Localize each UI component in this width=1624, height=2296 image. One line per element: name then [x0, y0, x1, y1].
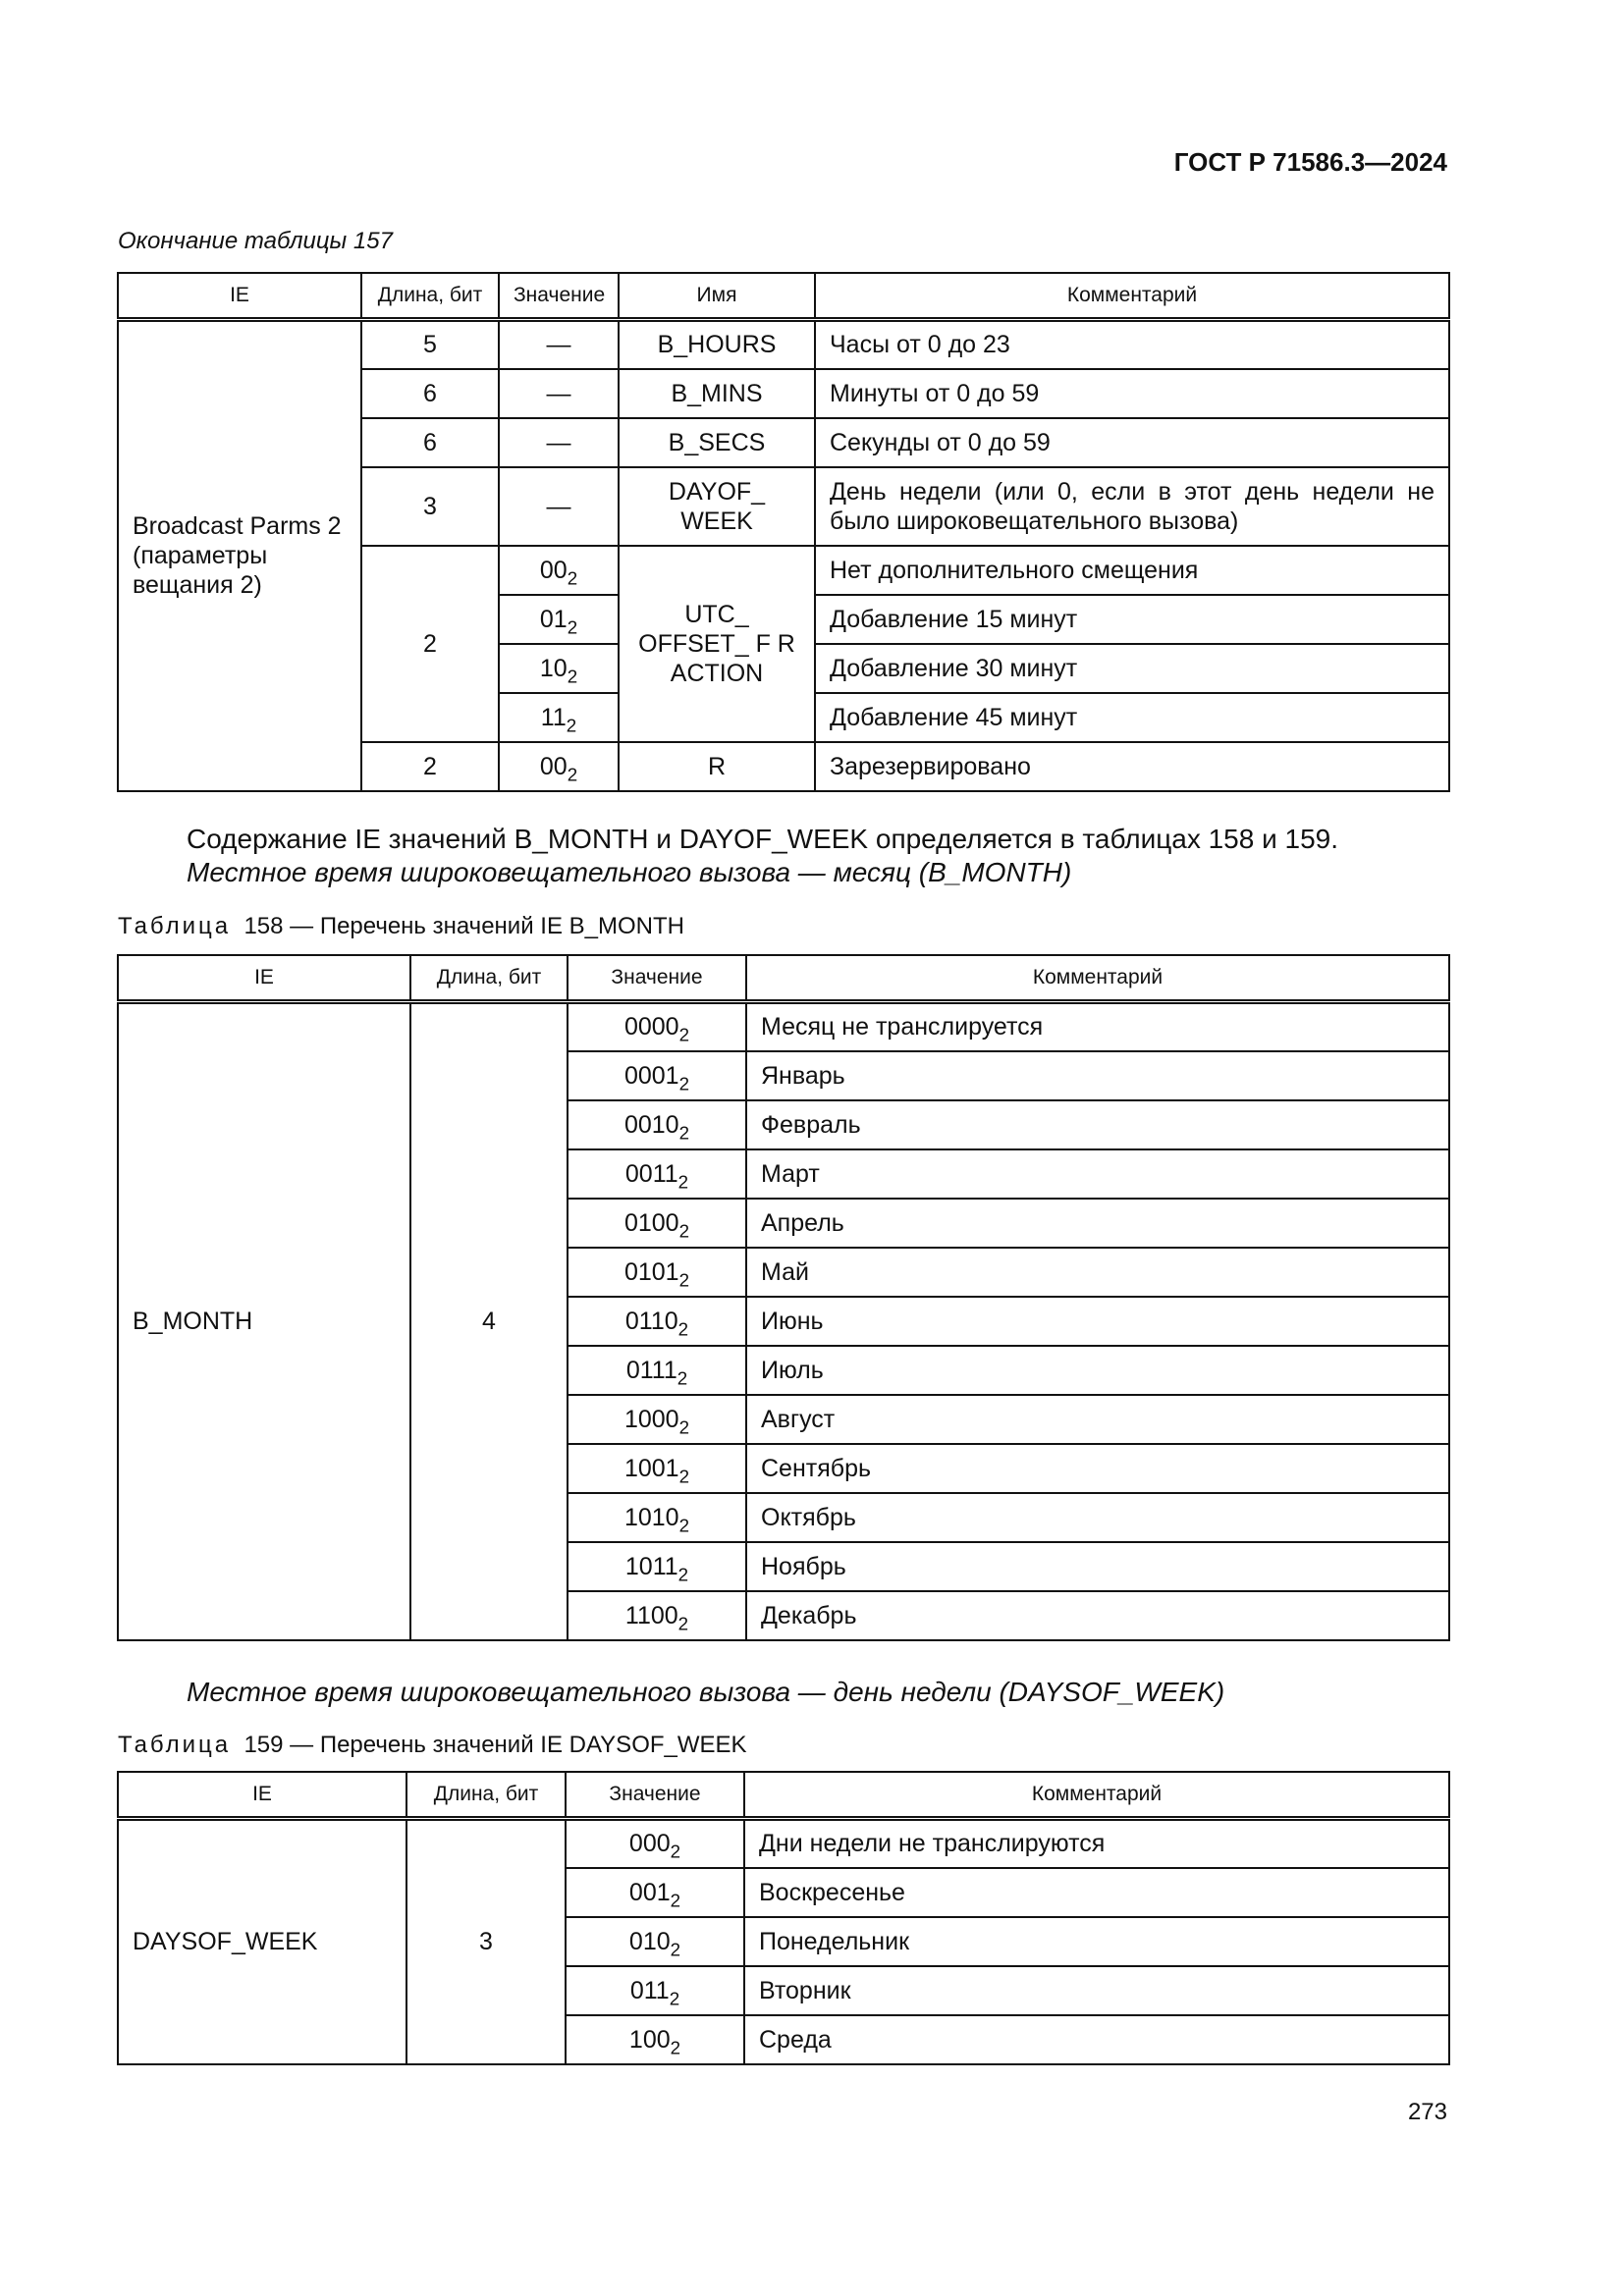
col-header-length: Длина, бит	[361, 273, 499, 320]
value-text: 1100	[624, 1601, 678, 1629]
comment-cell: Понедельник	[744, 1917, 1449, 1966]
value-cell	[566, 1966, 744, 2015]
value-text: 0010	[623, 1110, 679, 1139]
value-text: 0011	[624, 1159, 678, 1188]
value-subscript: 2	[677, 1367, 688, 1389]
value-cell	[566, 1917, 744, 1966]
value-cell	[499, 595, 619, 644]
value-text: 0110	[624, 1307, 678, 1335]
value-cell	[566, 2015, 744, 2064]
comment-cell: Апрель	[746, 1199, 1449, 1248]
value-subscript: 2	[669, 1988, 680, 2009]
value-subscript: 2	[670, 1841, 681, 1862]
comment-cell: Сентябрь	[746, 1444, 1449, 1493]
table-row	[118, 1819, 1449, 1868]
value-cell	[568, 1493, 746, 1542]
table-158	[117, 954, 1450, 1641]
standard-header: ГОСТ Р 71586.3—2024	[1173, 147, 1447, 177]
value-text: 100	[628, 2025, 671, 2054]
paragraph-line-2: Местное время широковещательного вызова — месяц (B_MONTH)	[187, 857, 1072, 887]
daysof-week-ie-cell: DAYSOF_WEEK	[118, 1819, 406, 2064]
name-cell: B_HOURS	[619, 320, 815, 369]
value-text: 0100	[623, 1208, 679, 1237]
col-header-comment: Комментарий	[744, 1772, 1449, 1819]
col-header-comment: Комментарий	[746, 955, 1449, 1002]
length-cell: 4	[410, 1002, 568, 1640]
ie-cell: Broadcast Parms 2 (параметры вещания 2)	[118, 320, 361, 791]
comment-cell: Июль	[746, 1346, 1449, 1395]
comment-cell: Среда	[744, 2015, 1449, 2064]
name-cell: B_SECS	[619, 418, 815, 467]
value-cell	[499, 742, 619, 791]
value-subscript: 2	[677, 1613, 689, 1634]
value-text: 0000	[623, 1013, 679, 1041]
comment-cell: Минуты от 0 до 59	[815, 369, 1449, 418]
value-cell	[568, 1149, 746, 1199]
table-157-caption: Окончание таблицы 157	[118, 228, 393, 254]
section-heading-days: Местное время широковещательного вызова — день недели (DAYSOF_WEEK)	[187, 1677, 1225, 1707]
value-cell	[499, 546, 619, 595]
comment-cell: Добавление 30 минут	[815, 644, 1449, 693]
value-subscript: 2	[567, 764, 578, 785]
col-header-ie: IE	[118, 1772, 406, 1819]
comment-cell: Секунды от 0 до 59	[815, 418, 1449, 467]
value-cell	[568, 1248, 746, 1297]
value-cell: —	[499, 369, 619, 418]
comment-cell: Часы от 0 до 23	[815, 320, 1449, 369]
value-text: 0101	[623, 1257, 679, 1286]
value-subscript: 2	[678, 1515, 690, 1536]
table-157	[117, 272, 1450, 792]
value-cell: —	[499, 467, 619, 546]
comment-cell: Октябрь	[746, 1493, 1449, 1542]
caption-text: 158 — Перечень значений IE B_MONTH	[244, 913, 684, 939]
table-row	[118, 320, 1449, 369]
value-cell	[568, 1297, 746, 1346]
comment-cell: Дни недели не транслируются	[744, 1819, 1449, 1868]
value-text: 10	[539, 654, 568, 682]
comment-cell: Воскресенье	[744, 1868, 1449, 1917]
col-header-value: Значение	[566, 1772, 744, 1819]
table-row	[118, 1002, 1449, 1051]
value-text: 011	[629, 1976, 670, 2004]
length-cell: 3	[361, 467, 499, 546]
value-text: 1000	[623, 1405, 679, 1433]
value-subscript: 2	[670, 2037, 681, 2058]
value-cell	[568, 1346, 746, 1395]
value-subscript: 2	[677, 1564, 689, 1585]
value-cell	[568, 1100, 746, 1149]
table-159-caption	[118, 1732, 747, 1759]
value-cell: —	[499, 418, 619, 467]
comment-cell: Нет дополнительного смещения	[815, 546, 1449, 595]
col-header-name: Имя	[619, 273, 815, 320]
value-text: 000	[628, 1830, 671, 1858]
comment-cell: Февраль	[746, 1100, 1449, 1149]
value-subscript: 2	[566, 715, 577, 736]
value-text: 11	[540, 703, 567, 731]
table-header-row	[118, 273, 1449, 320]
value-text: 001	[628, 1878, 671, 1906]
paragraph-line-1: Содержание IE значений B_MONTH и DAYOF_WEEK определяется в таблицах 158 и 159.	[187, 824, 1339, 854]
value-subscript: 2	[678, 1220, 690, 1242]
comment-cell: Декабрь	[746, 1591, 1449, 1640]
name-cell: UTC_ OFFSET_ F R ACTION	[619, 546, 815, 742]
b-month-ie-cell: B_MONTH	[118, 1002, 410, 1640]
value-subscript: 2	[677, 1171, 689, 1193]
col-header-value: Значение	[568, 955, 746, 1002]
col-header-value: Значение	[499, 273, 619, 320]
value-cell: —	[499, 320, 619, 369]
value-text: 1010	[623, 1503, 679, 1531]
length-cell: 5	[361, 320, 499, 369]
col-header-length: Длина, бит	[406, 1772, 566, 1819]
name-cell: B_MINS	[619, 369, 815, 418]
value-cell	[568, 1444, 746, 1493]
comment-cell: Март	[746, 1149, 1449, 1199]
col-header-comment: Комментарий	[815, 273, 1449, 320]
value-cell	[499, 644, 619, 693]
comment-cell: Добавление 45 минут	[815, 693, 1449, 742]
caption-label: Таблица	[118, 913, 232, 939]
comment-cell: Зарезервировано	[815, 742, 1449, 791]
name-cell: DAYOF_ WEEK	[619, 467, 815, 546]
length-cell: 2	[361, 742, 499, 791]
length-cell: 2	[361, 546, 499, 742]
col-header-ie: IE	[118, 273, 361, 320]
value-subscript: 2	[567, 666, 578, 687]
table-158-caption	[118, 913, 684, 940]
caption-label: Таблица	[118, 1732, 232, 1758]
comment-cell: Ноябрь	[746, 1542, 1449, 1591]
value-subscript: 2	[567, 567, 578, 589]
comment-cell: Месяц не транслируется	[746, 1002, 1449, 1051]
value-subscript: 2	[567, 616, 578, 638]
value-text: 1001	[623, 1454, 679, 1482]
length-cell: 6	[361, 369, 499, 418]
value-subscript: 2	[678, 1269, 690, 1291]
table-159	[117, 1771, 1450, 2065]
value-text: 0111	[625, 1356, 677, 1384]
comment-cell: Добавление 15 минут	[815, 595, 1449, 644]
length-cell: 3	[406, 1819, 566, 2064]
value-cell	[566, 1868, 744, 1917]
value-text: 0001	[623, 1061, 679, 1090]
comment-cell: Вторник	[744, 1966, 1449, 2015]
col-header-ie: IE	[118, 955, 410, 1002]
value-subscript: 2	[678, 1122, 690, 1144]
value-cell	[568, 1051, 746, 1100]
comment-cell: Май	[746, 1248, 1449, 1297]
comment-cell: Январь	[746, 1051, 1449, 1100]
value-text: 1011	[624, 1552, 678, 1580]
value-text: 01	[539, 605, 568, 633]
comment-cell: День недели (или 0, если в этот день недели не было широковещательного вызова)	[815, 467, 1449, 546]
comment-cell: Август	[746, 1395, 1449, 1444]
value-subscript: 2	[670, 1890, 681, 1911]
value-subscript: 2	[678, 1024, 690, 1045]
value-cell	[568, 1199, 746, 1248]
name-cell: R	[619, 742, 815, 791]
value-subscript: 2	[678, 1466, 690, 1487]
value-subscript: 2	[678, 1073, 690, 1095]
col-header-length: Длина, бит	[410, 955, 568, 1002]
value-text: 00	[539, 556, 568, 584]
table-header-row	[118, 1772, 1449, 1819]
value-cell	[566, 1819, 744, 1868]
value-subscript: 2	[677, 1318, 689, 1340]
caption-text: 159 — Перечень значений IE DAYSOF_WEEK	[244, 1732, 747, 1758]
value-text: 010	[628, 1927, 671, 1955]
comment-cell: Июнь	[746, 1297, 1449, 1346]
value-cell	[568, 1542, 746, 1591]
value-text: 00	[539, 752, 568, 780]
page-number: 273	[1407, 2099, 1447, 2125]
value-subscript: 2	[670, 1939, 681, 1960]
length-cell: 6	[361, 418, 499, 467]
value-cell	[568, 1002, 746, 1051]
value-subscript: 2	[678, 1416, 690, 1438]
value-cell	[568, 1591, 746, 1640]
value-cell	[499, 693, 619, 742]
table-header-row	[118, 955, 1449, 1002]
value-cell	[568, 1395, 746, 1444]
